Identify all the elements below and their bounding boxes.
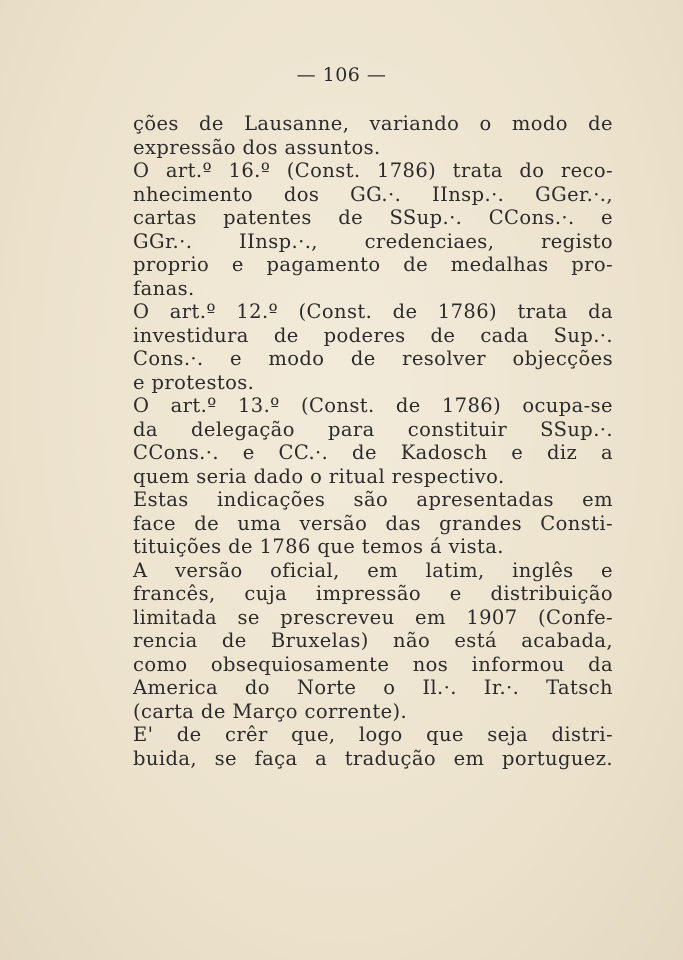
text-line: Estas indicações são apresentadas em xyxy=(133,488,613,511)
text-line: GGr.·. IInsp.·., credenciaes, registo xyxy=(133,229,613,253)
text-line: tituições de 1786 que temos á vista. xyxy=(133,535,504,558)
text-line: francês, cuja impressão e distribuição xyxy=(133,582,613,605)
text-line: investidura de poderes de cada Sup.·. xyxy=(133,323,613,347)
text-line: ções de Lausanne, variando o modo de xyxy=(133,112,613,135)
text-line: quem seria dado o ritual respectivo. xyxy=(133,464,505,488)
text-line: cartas patentes de SSup.·. CCons.·. e xyxy=(133,206,613,229)
text-line: como obsequiosamente nos informou da xyxy=(133,652,613,676)
text-line: E' de crêr que, logo que seja distri- xyxy=(133,723,613,746)
text-line: O art.º 12.º (Const. de 1786) trata da xyxy=(133,300,613,323)
text-line: da delegação para constituir SSup.·. xyxy=(133,417,613,441)
page-number: — 106 — xyxy=(296,64,387,86)
text-line: America do Norte o Il.·. Ir.·. Tatsch xyxy=(133,676,613,699)
text-line: limitada se prescreveu em 1907 (Confe- xyxy=(133,605,613,629)
text-line: rencia de Bruxelas) não está acabada, xyxy=(133,629,613,652)
text-line: (carta de Março corrente). xyxy=(133,699,408,723)
text-line: face de uma versão das grandes Consti- xyxy=(133,511,613,535)
text-line: e protestos. xyxy=(133,370,255,394)
text-line: expressão dos assuntos. xyxy=(133,135,381,159)
text-line: Cons.·. e modo de resolver objecções xyxy=(133,347,613,370)
text-line: A versão oficial, em latim, inglês e xyxy=(133,558,613,582)
text-line: nhecimento dos GG.·. IInsp.·. GGer.·., xyxy=(133,182,613,206)
text-line: proprio e pagamento de medalhas pro- xyxy=(133,253,613,276)
text-line: buida, se faça a tradução em portuguez. xyxy=(133,746,613,770)
text-line: O art.º 16.º (Const. 1786) trata do reco- xyxy=(133,159,613,182)
body-text xyxy=(133,112,613,770)
text-line: CCons.·. e CC.·. de Kadosch e diz a xyxy=(133,441,613,464)
text-line: fanas. xyxy=(133,276,195,300)
text-line: O art.º 13.º (Const. de 1786) ocupa-se xyxy=(133,394,613,417)
